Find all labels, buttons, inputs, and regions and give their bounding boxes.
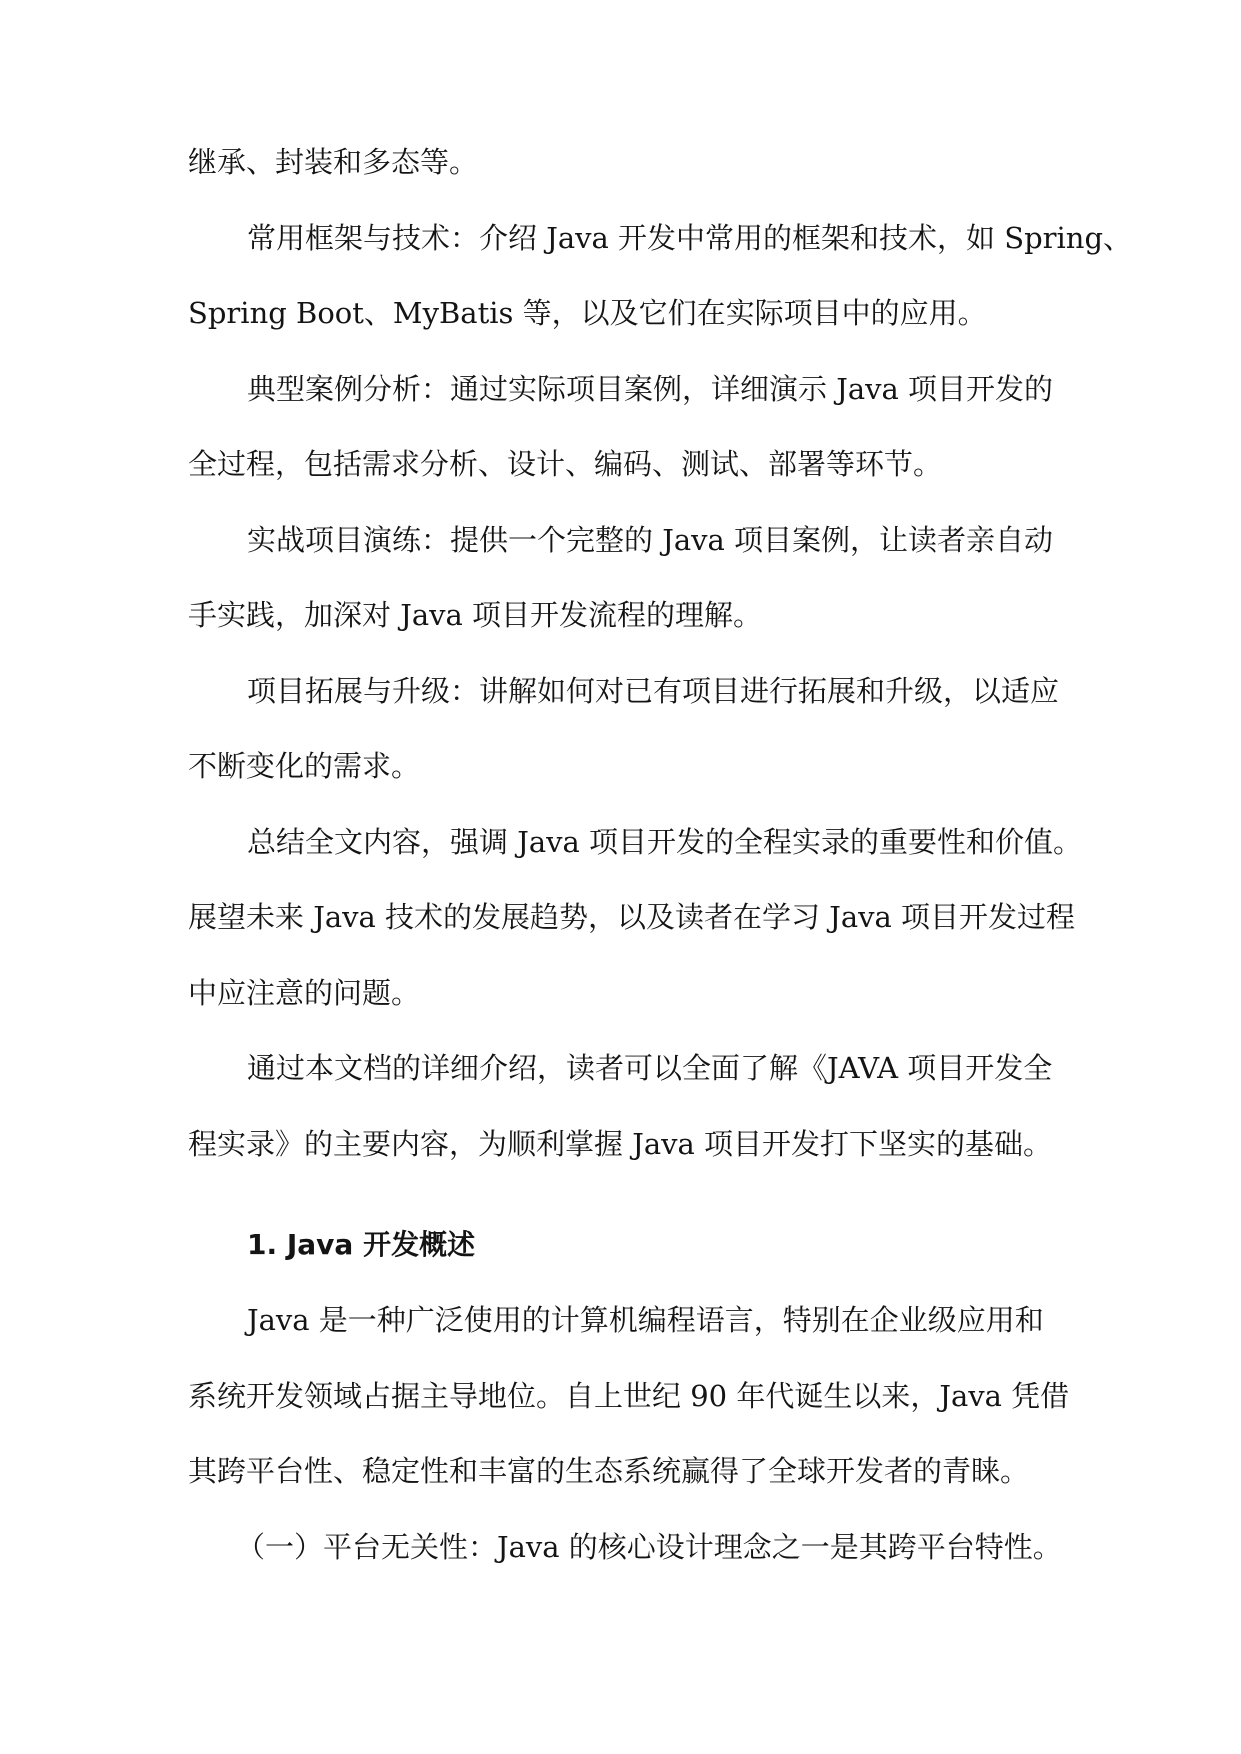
- paragraph-frameworks: 常用框架与技术：介绍 Java 开发中常用的框架和技术，如 Spring、: [247, 220, 1133, 255]
- paragraph-extension: 项目拓展与升级：讲解如何对已有项目进行拓展和升级，以适应: [247, 673, 1060, 708]
- text-line: 其跨平台性、稳定性和丰富的生态系统赢得了全球开发者的青睐。: [188, 1454, 1030, 1488]
- paragraph-platform-independence: （一）平台无关性：Java 的核心设计理念之一是其跨平台特性。: [236, 1529, 1062, 1564]
- paragraph-conclusion: 通过本文档的详细介绍，读者可以全面了解《JAVA 项目开发全: [247, 1051, 1053, 1085]
- text-line: 程实录》的主要内容，为顺利掌握 Java 项目开发打下坚实的基础。: [188, 1126, 1053, 1161]
- text-line: 展望未来 Java 技术的发展趋势，以及读者在学习 Java 项目开发过程: [188, 900, 1076, 934]
- text-line: Spring Boot、MyBatis 等，以及它们在实际项目中的应用。: [188, 296, 987, 330]
- text-line: 继承、封装和多态等。: [188, 145, 479, 179]
- paragraph-summary: 总结全文内容，强调 Java 项目开发的全程实录的重要性和价值。: [247, 824, 1083, 859]
- text-line: 不断变化的需求。: [188, 749, 421, 783]
- paragraph-practice: 实战项目演练：提供一个完整的 Java 项目案例，让读者亲自动: [247, 522, 1054, 557]
- paragraph-case-analysis: 典型案例分析：通过实际项目案例，详细演示 Java 项目开发的: [247, 371, 1054, 406]
- paragraph-java-overview: Java 是一种广泛使用的计算机编程语言，特别在企业级应用和: [247, 1303, 1044, 1337]
- document-body: [188, 142, 1133, 1602]
- section-heading: 1. Java 开发概述: [247, 1228, 476, 1261]
- text-line: 中应注意的问题。: [188, 975, 421, 1010]
- text-line: 手实践，加深对 Java 项目开发流程的理解。: [188, 598, 763, 632]
- text-line: 系统开发领域占据主导地位。自上世纪 90 年代诞生以来，Java 凭借: [188, 1378, 1070, 1413]
- text-line: 全过程，包括需求分析、设计、编码、测试、部署等环节。: [188, 447, 943, 481]
